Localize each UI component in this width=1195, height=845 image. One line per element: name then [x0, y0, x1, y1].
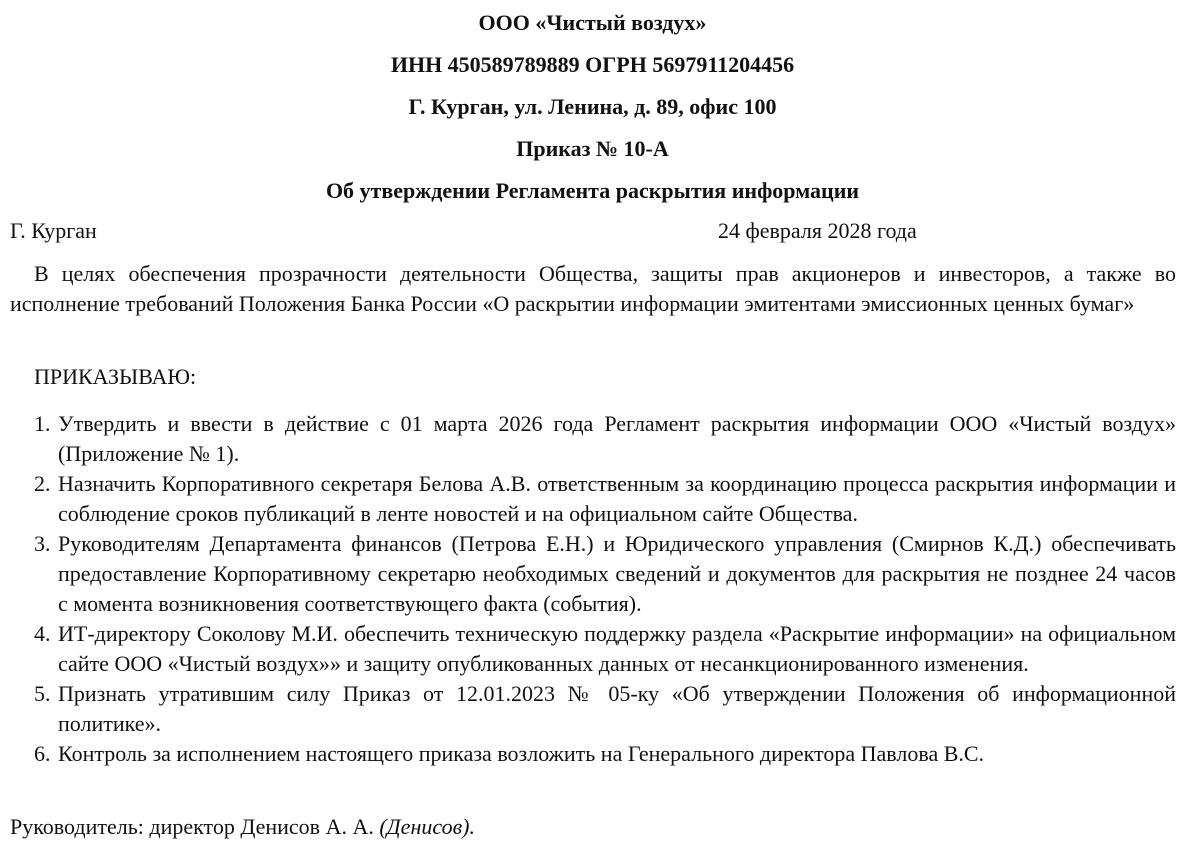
- company-address: Г. Курган, ул. Ленина, д. 89, офис 100: [408, 94, 777, 119]
- order-directive-word: ПРИКАЗЫВАЮ:: [34, 364, 197, 389]
- order-item-number: 4.: [34, 621, 51, 646]
- order-place: Г. Курган: [10, 218, 97, 243]
- order-item: [34, 619, 1176, 679]
- order-item-text: Руководителям Департамента финансов (Петрова Е.Н.) и Юридического управления (Смирнов К.Д.) обеспечивать предоставление Корпоративному секретарю необходимых сведений и документов для раскрытия не позднее 24 часов с момента возникновения соответствующего факта (события).: [58, 531, 1176, 616]
- order-date: 24 февраля 2028 года: [718, 218, 917, 243]
- order-item: [34, 469, 1176, 529]
- order-item: [34, 739, 1176, 769]
- order-item-text: Признать утратившим силу Приказ от 12.01.2023 № 05-ку «Об утверждении Положения об информационной политике».: [58, 681, 1176, 736]
- order-item-number: 6.: [34, 741, 51, 766]
- handwritten-signature: (Денисов).: [379, 814, 475, 839]
- order-item-number: 1.: [34, 411, 51, 436]
- signature-label: Руководитель: директор Денисов А. А.: [10, 814, 374, 839]
- order-number: Приказ № 10-А: [516, 136, 669, 161]
- order-item: [34, 409, 1176, 469]
- order-item: [34, 529, 1176, 619]
- order-item-text: ИТ-директору Соколову М.И. обеспечить техническую поддержку раздела «Раскрытие информации» на официальном сайте ООО «Чистый воздух»» и защиту опубликованных данных от несанкционированного изменения.: [58, 621, 1176, 676]
- order-item-text: Контроль за исполнением настоящего приказа возложить на Генерального директора Павлова В.С.: [58, 741, 985, 766]
- order-item-number: 3.: [34, 531, 51, 556]
- order-item: [34, 679, 1176, 739]
- place-date-line: [10, 216, 1180, 246]
- signature-line: [10, 812, 475, 842]
- company-name: ООО «Чистый воздух»: [478, 10, 707, 35]
- order-item-number: 2.: [34, 471, 51, 496]
- order-item-text: Утвердить и ввести в действие с 01 марта 2026 года Регламент раскрытия информации ООО «Чистый воздух» (Приложение № 1).: [58, 411, 1176, 466]
- order-item-number: 5.: [34, 681, 51, 706]
- order-items-list: [34, 409, 1176, 769]
- company-registration: ИНН 450589789889 ОГРН 5697911204456: [390, 52, 795, 77]
- order-title: Об утверждении Регламента раскрытия информации: [325, 178, 860, 203]
- preamble-paragraph: В целях обеспечения прозрачности деятельности Общества, защиты прав акционеров и инвесторов, а также во исполнение требований Положения Банка России «О раскрытии информации эмитентами эмиссионных ценных бумаг»: [10, 261, 1176, 316]
- order-item-text: Назначить Корпоративного секретаря Белова А.В. ответственным за координацию процесса раскрытия информации и соблюдение сроков публикаций в ленте новостей и на официальном сайте Общества.: [58, 471, 1176, 526]
